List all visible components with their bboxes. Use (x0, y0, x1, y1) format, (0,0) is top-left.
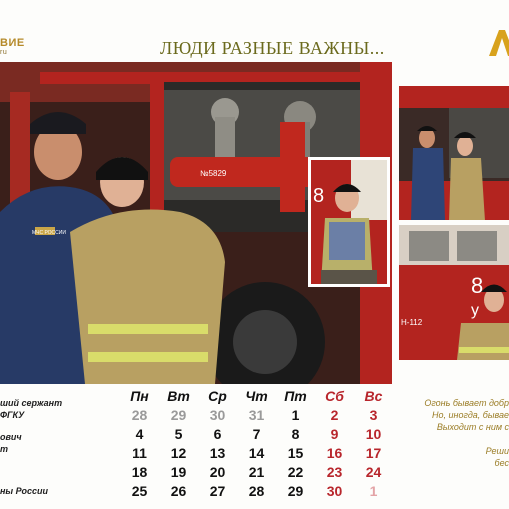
calendar-day: 28 (248, 482, 265, 499)
weekday-header (120, 386, 404, 405)
weekday-mon: Пн (130, 387, 149, 404)
weekday-fri: Пт (284, 387, 307, 404)
calendar-day: 31 (248, 406, 265, 423)
hydrant-label: №5829 (200, 169, 227, 178)
calendar-day: 17 (365, 444, 382, 461)
calendar-day: 2 (330, 406, 339, 423)
weekday-sun: Вс (364, 387, 383, 404)
calendar-day: 28 (131, 406, 148, 423)
caption-line-3: ович (0, 432, 22, 442)
calendar-day: 22 (287, 463, 304, 480)
brand-logo (0, 37, 25, 56)
calendar-day: 19 (170, 463, 187, 480)
calendar-day: 27 (209, 482, 226, 499)
calendar-week (120, 481, 404, 500)
poem-line-2: Но, иногда, бывае (432, 410, 509, 420)
caption-line-4: т (0, 444, 9, 454)
side-truck-letter: у (471, 302, 479, 319)
caption-line-2: ФГКУ (0, 410, 25, 420)
calendar-day: 6 (213, 425, 222, 442)
calendar-day: 30 (209, 406, 226, 423)
calendar-day: 16 (326, 444, 343, 461)
calendar-day: 4 (135, 425, 144, 442)
calendar-day: 3 (369, 406, 378, 423)
calendar-week (120, 462, 404, 481)
calendar-day: 12 (170, 444, 187, 461)
calendar-week (120, 424, 404, 443)
month-calendar (120, 386, 404, 500)
calendar-day: 18 (131, 463, 148, 480)
calendar-day: 23 (326, 463, 343, 480)
calendar-day: 11 (132, 444, 147, 461)
calendar-day: 15 (287, 444, 304, 461)
poem-line-1: Огонь бывает добр (424, 398, 509, 408)
calendar-day: 9 (330, 425, 339, 442)
weekday-tue: Вт (167, 387, 190, 404)
calendar-week (120, 443, 404, 462)
side-truck-code: Н-112 (401, 318, 423, 327)
brand-logo-sub: ru (0, 49, 8, 56)
caption-line-5: ны России (0, 486, 49, 496)
calendar-day: 20 (209, 463, 226, 480)
inset-photo (308, 157, 390, 287)
calendar-day: 29 (170, 406, 187, 423)
calendar-day: 25 (131, 482, 148, 499)
uniform-patch: МЧС РОССИИ (32, 230, 66, 236)
calendar-day: 13 (209, 444, 226, 461)
calendar-day: 5 (174, 425, 183, 442)
calendar-day: 29 (287, 482, 304, 499)
calendar-day: 30 (326, 482, 343, 499)
side-photo-top (399, 86, 509, 220)
calendar-day: 24 (365, 463, 382, 480)
brand-emblem-icon (487, 28, 509, 58)
calendar-day: 7 (252, 425, 261, 442)
calendar-day: 1 (369, 482, 378, 499)
poem-line-5: бес (494, 458, 509, 468)
weekday-wed: Ср (208, 387, 227, 404)
side-photo-bottom (399, 225, 509, 360)
page-title: ЛЮДИ РАЗНЫЕ ВАЖНЫ... (160, 38, 385, 58)
caption-line-1: ший сержант (0, 398, 63, 408)
calendar-day: 21 (248, 463, 265, 480)
brand-logo-text: ВИЕ (0, 37, 25, 49)
poem-line-4: Реши (485, 446, 509, 456)
calendar-day: 14 (248, 444, 265, 461)
poem-line-3: Выходит с ним с (436, 422, 509, 432)
calendar-day: 1 (291, 406, 300, 423)
weekday-thu: Чт (245, 387, 268, 404)
calendar-day: 8 (291, 425, 300, 442)
side-truck-number: 8 (471, 273, 484, 298)
calendar-week (120, 405, 404, 424)
calendar-day: 26 (170, 482, 187, 499)
weekday-sat: Сб (325, 387, 344, 404)
inset-truck-number: 8 (313, 185, 325, 207)
calendar-day: 10 (365, 425, 382, 442)
